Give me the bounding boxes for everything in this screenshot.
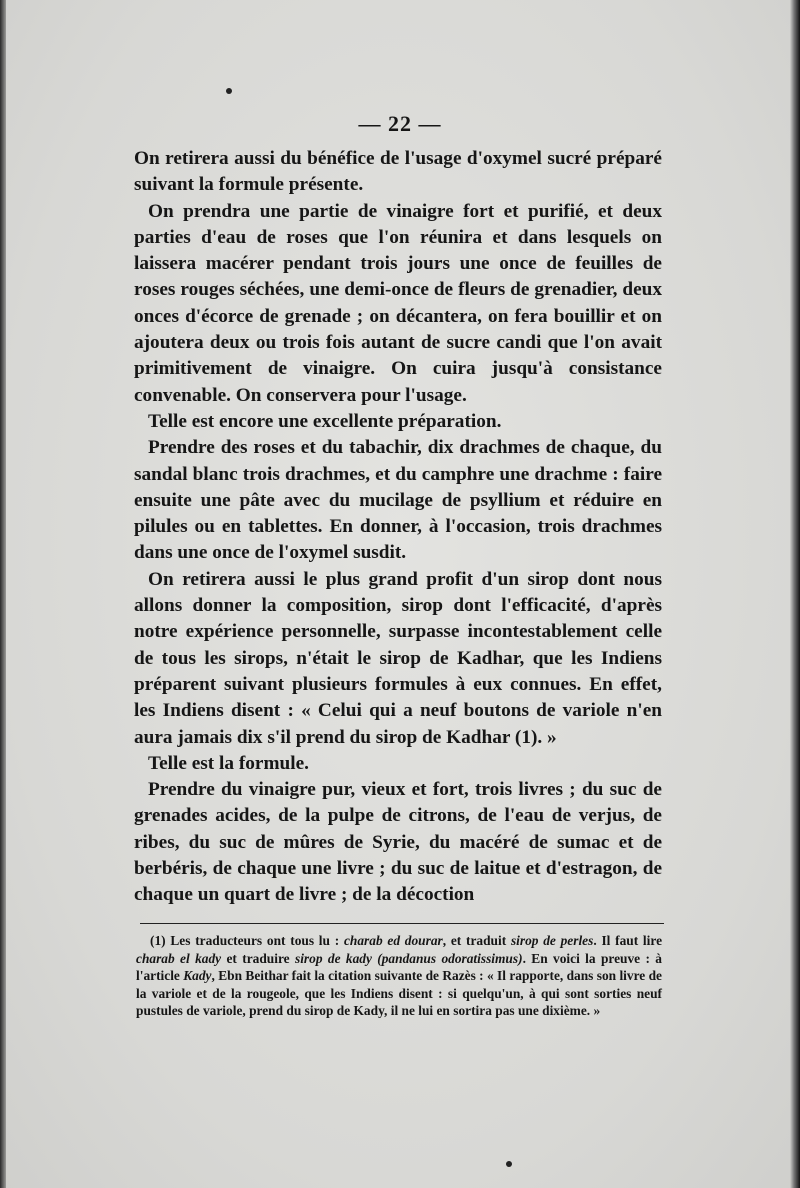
footnote-italic: sirop de kady (pandanus odoratissimus) (294, 950, 523, 966)
main-text (134, 146, 662, 909)
footnote (136, 932, 662, 1020)
footnote-italic: charab el kady (136, 950, 222, 966)
footnote-italic: charab ed dourar (343, 933, 443, 948)
footnote-italic: sirop de perles (510, 933, 594, 948)
footnote-italic: Kady (183, 968, 212, 983)
page-edge-shadow-left (0, 0, 6, 1188)
footnote-segment: , et traduit (442, 933, 511, 948)
paragraph: Prendre des roses et du tabachir, dix drachmes de chaque, du sandal blanc trois drachmes, et du camphre une drachme : faire ensuite une pâte avec du mucilage de psyllium et réduire en pilules ou en tablettes. En donner, à l'occasion, trois drachmes dans une once de l'oxymel susdit. (134, 437, 662, 564)
paragraph: On prendra une partie de vinaigre fort et purifié, et deux parties d'eau de roses que l'on réunira et dans lesquels on laissera macérer pendant trois jours une once de feuilles de roses rouges séchées, une demi-once de fleurs de grenadier, deux onces d'écorce de grenade ; on décantera, on fera bouillir et on ajoutera deux ou trois fois autant de sucre candi que l'on avait primitivement de vinaigre. On cuira jusqu'à consistance convenable. On conservera pour l'usage. (134, 200, 662, 406)
footnote-text (136, 932, 662, 1020)
page-edge-shadow-right (790, 0, 800, 1188)
footnote-segment: . En voici la preuve : à l'article (136, 950, 663, 983)
paragraph: Prendre du vinaigre pur, vieux et fort, trois livres ; du suc de grenades acides, de la pulpe de citrons, de l'eau de verjus, de ribes, du suc de mûres de Syrie, du macéré de sumac et de berbéris, de chaque une livre ; du suc de laitue et d'estragon, de chaque un quart de livre ; de la décoction (134, 779, 662, 906)
footnote-segment: (1) Les traducteurs ont tous lu : (150, 933, 344, 948)
paragraph: Telle est encore une excellente préparation. (148, 410, 502, 432)
footnote-divider (140, 923, 664, 924)
paragraph: On retirera aussi le plus grand profit d'un sirop dont nous allons donner la composition, sirop dont l'efficacité, d'après notre expérience personnelle, surpasse incontestablement celle de tous les sirops, n'était le sirop de Kadhar, que les Indiens préparent suivant plusieurs formules à eux connues. En effet, les Indiens disent : « Celui qui a neuf boutons de variole n'en aura jamais dix s'il prend du sirop de Kadhar (1). » (134, 568, 662, 748)
page-number: — 22 — (358, 111, 442, 136)
footnote-segment: et traduire (221, 950, 295, 966)
footnote-segment: , Ebn Beithar fait la citation suivante de Razès : « Il rapporte, dans son livre de la variole et de la rougeole, que les Indiens disent : si quelqu'un, à qui sont sorties neuf pustules de variole, prend du sirop de Kady, il ne lui en sortira pas une dixième. » (136, 968, 662, 1018)
ink-speck (506, 1161, 512, 1167)
footnote-segment: . Il faut lire (593, 933, 663, 948)
paragraph: On retirera aussi du bénéfice de l'usage d'oxymel sucré préparé suivant la formule présente. (134, 148, 662, 196)
paragraph: Telle est la formule. (148, 752, 309, 774)
ink-speck (226, 88, 232, 94)
